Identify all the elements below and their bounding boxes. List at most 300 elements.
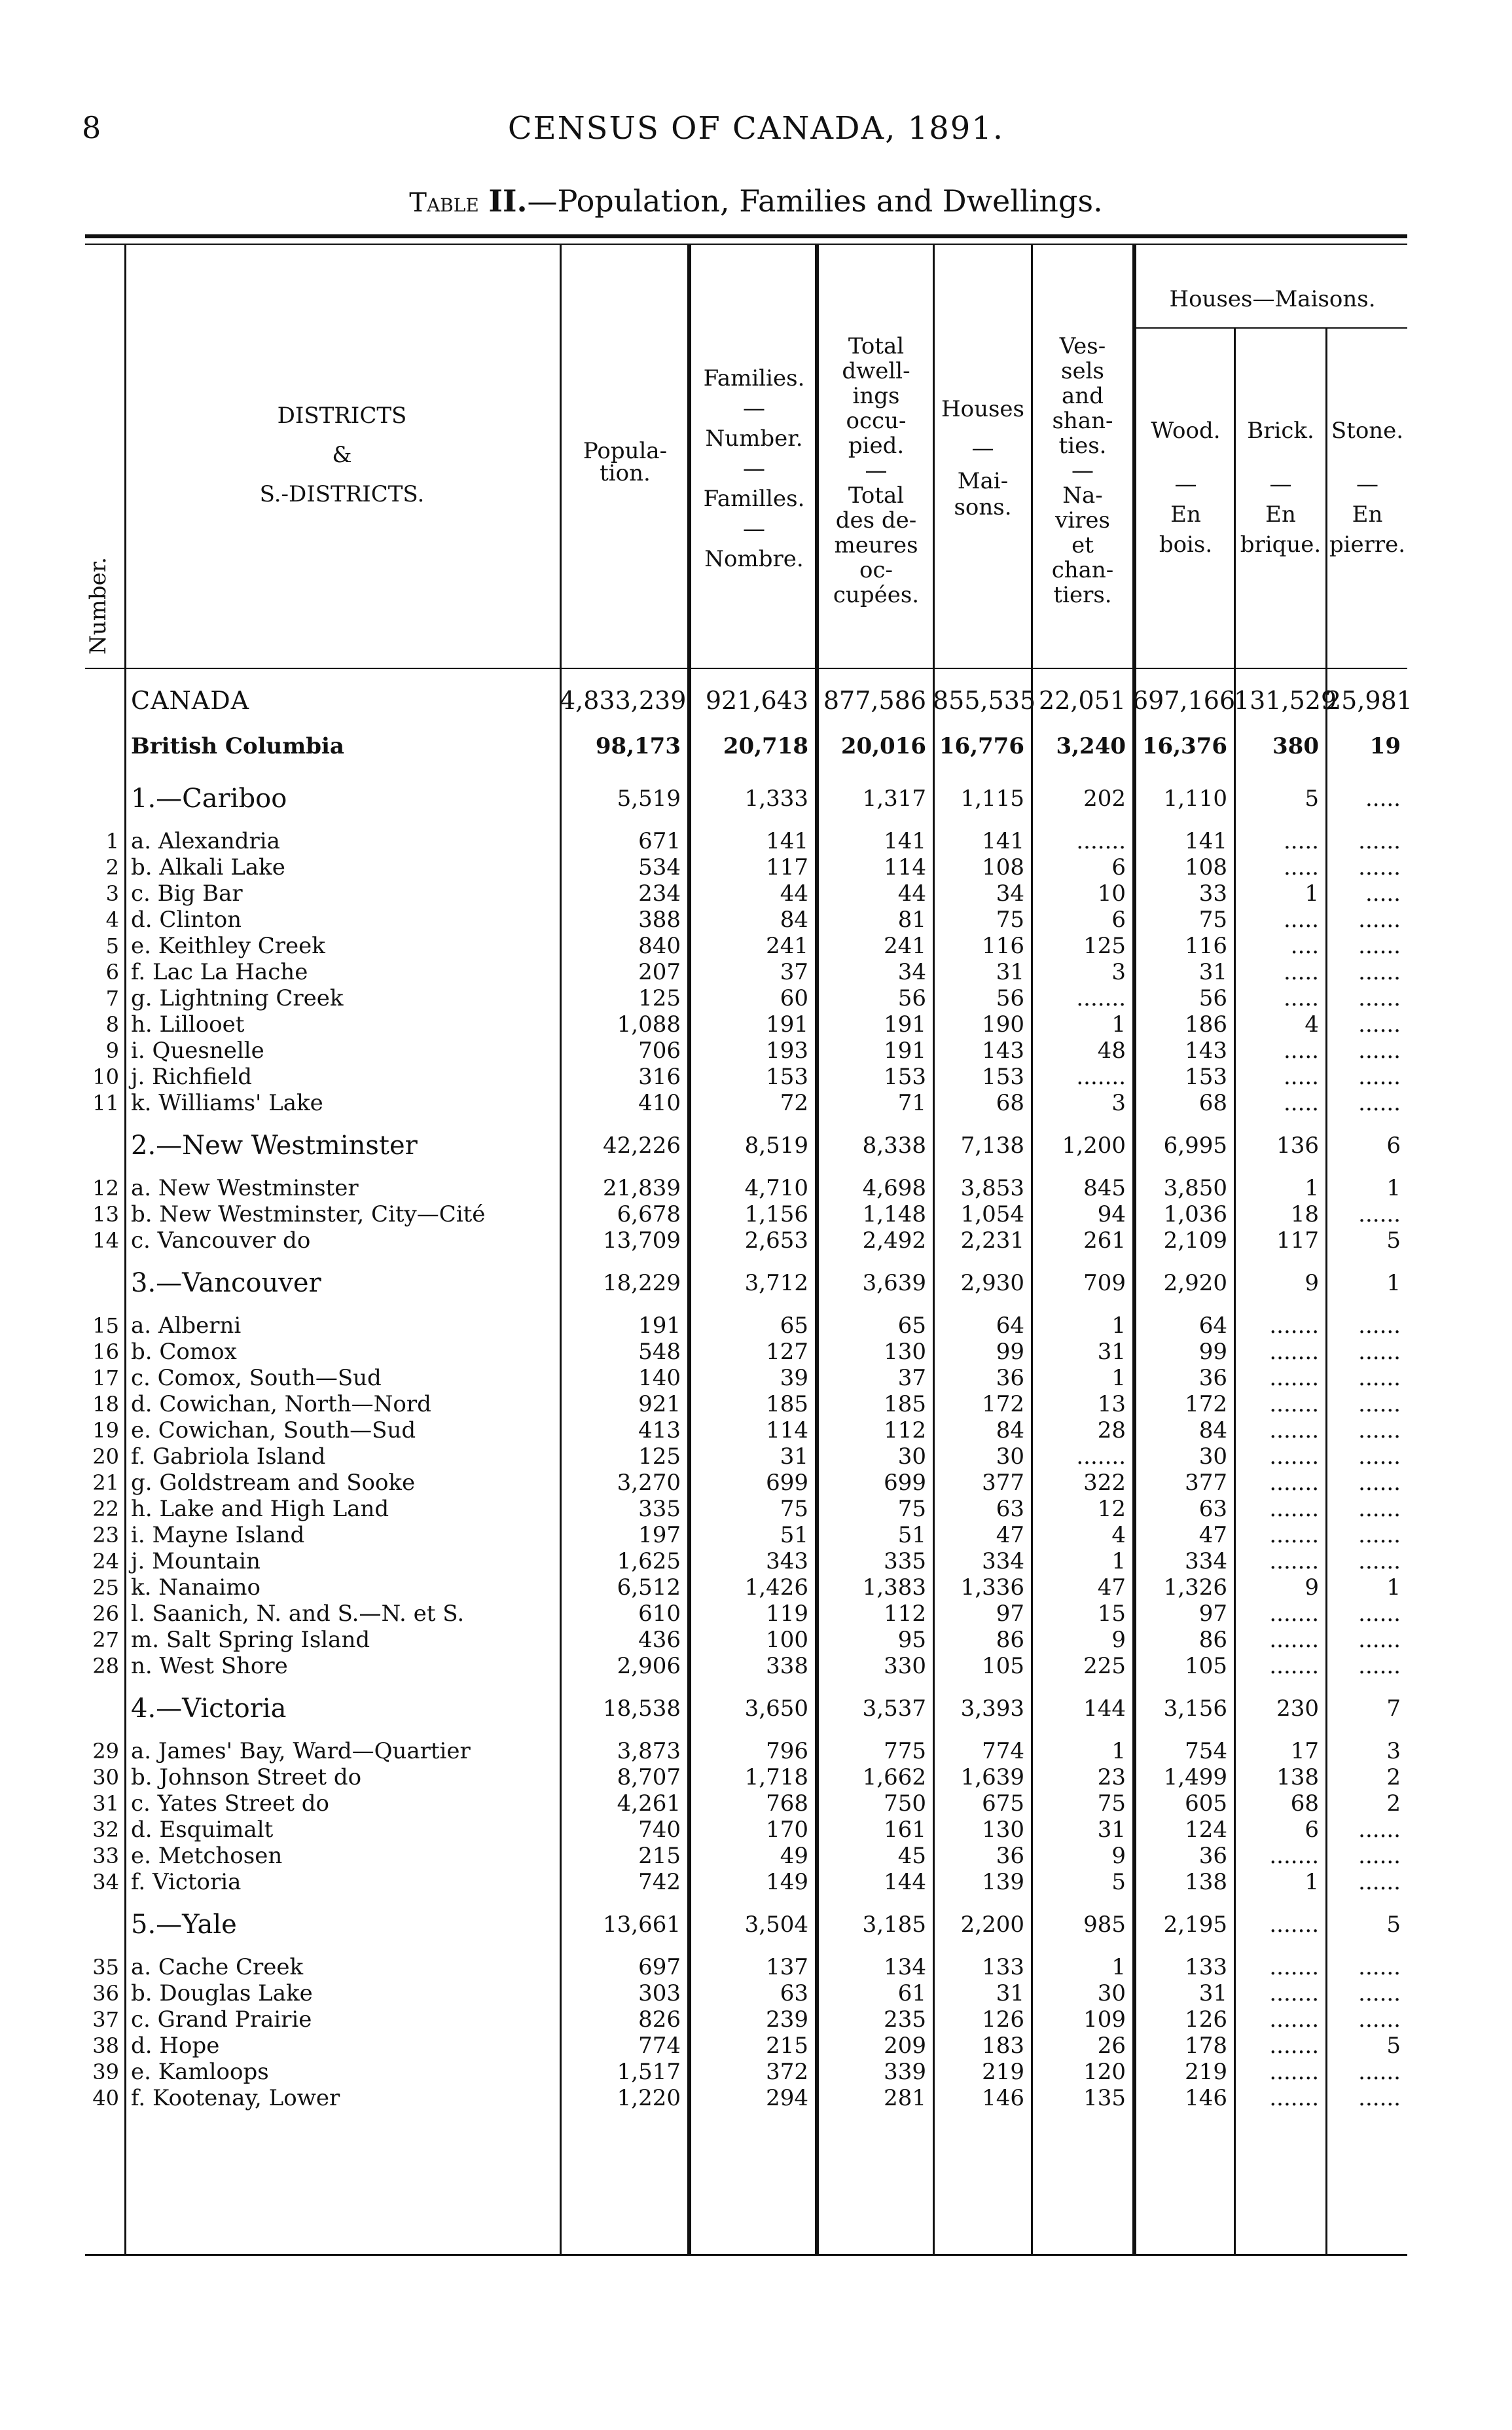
cell-vessels: 1 [1111,1313,1126,1339]
cell-pop: 697 [638,1954,681,1980]
cell-pop: 436 [638,1627,681,1653]
row-number: 24 [92,1549,119,1574]
cell-wood: 30 [1198,1443,1227,1470]
cell-stone: 19 [1369,733,1401,759]
table-caption: —Population, Families and Dwellings. [527,183,1103,219]
cell-fam: 1,718 [744,1764,808,1790]
cell-dwell: 81 [897,907,926,933]
header-dwellings [819,334,933,608]
row-number: 6 [105,960,119,985]
cell-pop: 98,173 [595,733,681,759]
cell-houses: 84 [996,1417,1024,1443]
header-districts-line: DISTRICTS [277,403,407,429]
district-name: c. Yates Street do [131,1790,329,1817]
cell-vessels: 75 [1097,1790,1126,1817]
cell-fam: 44 [780,880,808,907]
cell-fam: 60 [780,985,808,1011]
cell-dwell: 209 [884,2033,926,2059]
district-name: c. Big Bar [131,880,243,907]
cell-vessels: 94 [1097,1201,1126,1227]
cell-dwell: 699 [884,1470,926,1496]
row-number: 25 [92,1575,119,1600]
cell-pop: 548 [638,1339,681,1365]
table-subtitle [0,183,1512,219]
cell-vessels: 47 [1097,1574,1126,1601]
cell-vessels: 28 [1097,1417,1126,1443]
header-families-line: Number. [705,426,803,452]
cell-vessels: 15 [1097,1601,1126,1627]
cell-brick: ....... [1269,1653,1319,1679]
row-number: 1 [105,829,119,854]
cell-stone: ...... [1358,1339,1401,1365]
cell-wood: 138 [1185,1869,1227,1895]
cell-fam: 215 [766,2033,808,2059]
table-row [85,1339,1407,1365]
cell-dwell: 161 [884,1817,926,1843]
cell-pop: 207 [638,959,681,985]
cell-pop: 125 [638,1443,681,1470]
cell-wood: 178 [1185,2033,1227,2059]
table-row [85,1764,1407,1790]
cell-vessels: 125 [1083,933,1126,959]
cell-brick: 5 [1305,786,1319,812]
cell-brick: ....... [1269,1313,1319,1339]
cell-stone: 1 [1386,1175,1401,1201]
district-name: b. Johnson Street do [131,1764,362,1790]
district-name: g. Goldstream and Sooke [131,1470,416,1496]
cell-brick: ..... [1283,985,1319,1011]
cell-pop: 1,088 [617,1011,681,1038]
header-dwellings-line: — [865,458,888,484]
cell-wood: 84 [1198,1417,1227,1443]
header-houses-line: Mai- [957,468,1009,494]
header-dwellings-line: pied. [848,433,905,459]
header-vessels-line: tiers. [1053,582,1112,608]
cell-fam: 114 [766,1417,808,1443]
district-name: h. Lake and High Land [131,1496,389,1522]
header-houses-line: Houses [941,396,1025,422]
cell-vessels: 3 [1111,1090,1126,1116]
header-number: Number. [85,556,111,655]
top-rule-thick [85,234,1407,238]
header-brick [1236,416,1325,560]
page-title: CENSUS OF CANADA, 1891. [507,110,1005,147]
header-vessels [1033,334,1132,608]
cell-stone: ...... [1358,1391,1401,1417]
header-brick-line: Brick. [1247,418,1314,444]
cell-houses: 153 [982,1064,1024,1090]
cell-houses: 56 [996,985,1024,1011]
header-districts [128,396,556,514]
header-dwellings-line: occu- [846,408,907,434]
cell-brick: ....... [1269,1522,1319,1548]
header-stone-line: En [1352,501,1383,528]
header-population-line: Popula- [583,438,668,464]
header-dwellings-line: ings [852,383,900,409]
header-families-line: — [743,456,765,482]
cell-houses: 1,639 [960,1764,1024,1790]
cell-houses: 47 [996,1522,1024,1548]
cell-brick: ....... [1269,1365,1319,1391]
cell-houses: 146 [982,2085,1024,2111]
cell-dwell: 1,383 [862,1574,926,1601]
country-row [85,678,1407,723]
cell-houses: 108 [982,854,1024,880]
cell-brick: ..... [1283,854,1319,880]
cell-wood: 2,920 [1163,1270,1227,1296]
cell-stone: 7 [1386,1696,1401,1722]
cell-pop: 316 [638,1064,681,1090]
row-number: 23 [92,1523,119,1548]
cell-vessels: 6 [1111,907,1126,933]
cell-wood: 1,326 [1163,1574,1227,1601]
cell-houses: 2,231 [960,1227,1024,1254]
cell-wood: 105 [1185,1653,1227,1679]
header-dwellings-line: Total [848,333,905,359]
cell-stone: ...... [1358,2085,1401,2111]
cell-houses: 68 [996,1090,1024,1116]
cell-stone: ...... [1358,1627,1401,1653]
district-name: a. Alexandria [131,828,280,854]
header-brick-line: — [1269,471,1292,498]
cell-fam: 921,643 [705,686,808,715]
cell-dwell: 141 [884,828,926,854]
cell-houses: 126 [982,2006,1024,2033]
header-dwellings-line: meures [834,532,918,558]
district-name: a. James' Bay, Ward—Quartier [131,1738,471,1764]
cell-stone: ...... [1358,1496,1401,1522]
cell-pop: 388 [638,907,681,933]
cell-fam: 2,653 [744,1227,808,1254]
cell-vessels: 23 [1097,1764,1126,1790]
header-dwellings-line: oc- [859,557,893,583]
cell-houses: 116 [982,933,1024,959]
header-vessels-line: Na- [1062,482,1103,509]
table-row [85,854,1407,880]
cell-brick: ....... [1269,1470,1319,1496]
cell-brick: 138 [1276,1764,1319,1790]
district-name: 4.—Victoria [131,1694,287,1724]
cell-brick: 1 [1305,880,1319,907]
cell-pop: 742 [638,1869,681,1895]
cell-dwell: 61 [897,1980,926,2006]
cell-pop: 4,261 [617,1790,681,1817]
row-number: 31 [92,1791,119,1816]
cell-wood: 16,376 [1142,733,1227,759]
table-row [85,1817,1407,1843]
cell-pop: 215 [638,1843,681,1869]
cell-brick: 131,529 [1234,686,1337,715]
cell-vessels: 845 [1083,1175,1126,1201]
cell-fam: 119 [766,1601,808,1627]
header-vessels-line: vires [1055,507,1110,534]
row-number: 10 [92,1064,119,1089]
cell-stone: ...... [1358,1011,1401,1038]
cell-fam: 51 [780,1522,808,1548]
cell-houses: 2,930 [960,1270,1024,1296]
cell-houses: 34 [996,880,1024,907]
district-name: f. Gabriola Island [131,1443,326,1470]
row-number: 40 [92,2086,119,2111]
cell-houses: 16,776 [939,733,1024,759]
header-wood-line: bois. [1159,532,1213,558]
cell-stone: ...... [1358,1522,1401,1548]
table-row [85,1601,1407,1627]
district-name: e. Keithley Creek [131,933,325,959]
cell-stone: 2 [1386,1764,1401,1790]
cell-stone: ...... [1358,1443,1401,1470]
cell-stone: ..... [1365,786,1401,812]
cell-dwell: 335 [884,1548,926,1574]
cell-brick: 380 [1272,733,1319,759]
cell-dwell: 1,148 [862,1201,926,1227]
cell-dwell: 877,586 [823,686,926,715]
cell-stone: ...... [1358,1954,1401,1980]
row-number [85,1679,124,1738]
cell-vessels: 120 [1083,2059,1126,2085]
cell-pop: 534 [638,854,681,880]
district-name: a. Cache Creek [131,1954,304,1980]
district-name: b. New Westminster, City—Cité [131,1201,486,1227]
cell-pop: 42,226 [603,1133,681,1159]
table-row [85,959,1407,985]
table-row [85,1869,1407,1895]
cell-brick: 9 [1305,1270,1319,1296]
header-stone-line: pierre. [1329,532,1406,558]
cell-fam: 149 [766,1869,808,1895]
header-dwellings-line: Total [848,482,905,509]
cell-pop: 197 [638,1522,681,1548]
cell-wood: 97 [1198,1601,1227,1627]
cell-vessels: 48 [1097,1038,1126,1064]
cell-fam: 137 [766,1954,808,1980]
header-vessels-line: shan- [1052,408,1113,434]
cell-houses: 75 [996,907,1024,933]
cell-dwell: 144 [884,1869,926,1895]
table-row [85,1038,1407,1064]
row-number [85,769,124,828]
cell-dwell: 775 [884,1738,926,1764]
cell-fam: 65 [780,1313,808,1339]
cell-vessels: 3 [1111,959,1126,985]
district-name: f. Lac La Hache [131,959,308,985]
cell-stone: ...... [1358,1417,1401,1443]
table-row [85,1954,1407,1980]
cell-dwell: 2,492 [862,1227,926,1254]
cell-pop: 740 [638,1817,681,1843]
table-row [85,2006,1407,2033]
cell-houses: 141 [982,828,1024,854]
cell-stone: ...... [1358,1038,1401,1064]
cell-dwell: 95 [897,1627,926,1653]
cell-wood: 75 [1198,907,1227,933]
cell-dwell: 34 [897,959,926,985]
cell-houses: 64 [996,1313,1024,1339]
cell-dwell: 71 [897,1090,926,1116]
cell-fam: 239 [766,2006,808,2033]
cell-wood: 3,156 [1163,1696,1227,1722]
cell-brick: ....... [1269,1627,1319,1653]
header-brick-line: brique. [1240,532,1322,558]
header-vessels-line: and [1062,383,1104,409]
cell-stone: ...... [1358,1980,1401,2006]
row-number: 38 [92,2033,119,2058]
row-number: 11 [92,1091,119,1115]
cell-fam: 185 [766,1391,808,1417]
cell-brick: ....... [1269,2085,1319,2111]
table-row [85,907,1407,933]
cell-vessels: 5 [1111,1869,1126,1895]
header-wood-line: En [1170,501,1201,528]
table-row [85,1790,1407,1817]
district-name: a. New Westminster [131,1175,359,1201]
table-row [85,1843,1407,1869]
cell-dwell: 153 [884,1064,926,1090]
district-name: i. Quesnelle [131,1038,264,1064]
cell-brick: 68 [1290,1790,1319,1817]
cell-vessels: 1,200 [1062,1133,1126,1159]
header-wood-line: Wood. [1151,418,1221,444]
cell-houses: 143 [982,1038,1024,1064]
cell-wood: 697,166 [1132,686,1236,715]
cell-stone: 25,981 [1325,686,1413,715]
header-brick-line: En [1265,501,1296,528]
cell-vessels: 1 [1111,1738,1126,1764]
cell-stone: 3 [1386,1738,1401,1764]
cell-fam: 4,710 [744,1175,808,1201]
table-row [85,1443,1407,1470]
cell-brick: ....... [1269,1391,1319,1417]
cell-vessels: 9 [1111,1627,1126,1653]
cell-wood: 1,036 [1163,1201,1227,1227]
cell-pop: 335 [638,1496,681,1522]
cell-pop: 1,517 [617,2059,681,2085]
table-row [85,1064,1407,1090]
cell-wood: 219 [1185,2059,1227,2085]
district-name: CANADA [131,686,250,715]
district-name: e. Metchosen [131,1843,283,1869]
cell-fam: 117 [766,854,808,880]
cell-dwell: 134 [884,1954,926,1980]
row-number: 27 [92,1627,119,1652]
cell-houses: 1,054 [960,1201,1024,1227]
row-number: 22 [92,1496,119,1521]
district-name: e. Cowichan, South—Sud [131,1417,416,1443]
cell-stone: 5 [1386,1912,1401,1938]
cell-brick: ..... [1283,907,1319,933]
row-number: 39 [92,2059,119,2084]
cell-fam: 75 [780,1496,808,1522]
cell-houses: 2,200 [960,1912,1024,1938]
table-row [85,1175,1407,1201]
cell-pop: 18,538 [603,1696,681,1722]
cell-houses: 7,138 [960,1133,1024,1159]
row-number: 17 [92,1366,119,1390]
cell-brick: ....... [1269,1601,1319,1627]
table-row [85,828,1407,854]
cell-fam: 1,156 [744,1201,808,1227]
cell-fam: 3,650 [744,1696,808,1722]
cell-pop: 140 [638,1365,681,1391]
cell-brick: ....... [1269,1980,1319,2006]
district-name: c. Vancouver do [131,1227,311,1254]
cell-brick: ....... [1269,2033,1319,2059]
row-number: 32 [92,1817,119,1842]
cell-wood: 1,110 [1163,786,1227,812]
table-row [85,985,1407,1011]
cell-houses: 133 [982,1954,1024,1980]
cell-dwell: 281 [884,2085,926,2111]
cell-vessels: 1 [1111,1954,1126,1980]
cell-houses: 172 [982,1391,1024,1417]
cell-houses: 1,115 [960,786,1024,812]
cell-brick: .... [1290,933,1319,959]
cell-pop: 4,833,239 [560,686,687,715]
cell-fam: 1,333 [744,786,808,812]
cell-fam: 3,504 [744,1912,808,1938]
cell-pop: 13,709 [603,1227,681,1254]
district-name: 1.—Cariboo [131,784,287,814]
row-number: 36 [92,1981,119,2006]
cell-wood: 1,499 [1163,1764,1227,1790]
district-row [85,1254,1407,1313]
cell-brick: ..... [1283,1038,1319,1064]
cell-stone: ...... [1358,985,1401,1011]
cell-pop: 21,839 [603,1175,681,1201]
row-number: 12 [92,1176,119,1201]
district-name: 3.—Vancouver [131,1268,321,1298]
table-row [85,1738,1407,1764]
cell-pop: 18,229 [603,1270,681,1296]
cell-pop: 234 [638,880,681,907]
cell-stone: ...... [1358,1313,1401,1339]
district-name: a. Alberni [131,1313,242,1339]
row-number: 18 [92,1392,119,1417]
cell-stone: ...... [1358,1653,1401,1679]
cell-houses: 3,853 [960,1175,1024,1201]
cell-houses: 99 [996,1339,1024,1365]
cell-pop: 706 [638,1038,681,1064]
row-number [85,1895,124,1954]
cell-stone: ...... [1358,1090,1401,1116]
header-vessels-line: et [1071,532,1094,558]
cell-brick: ..... [1283,1090,1319,1116]
cell-dwell: 185 [884,1391,926,1417]
cell-stone: 1 [1386,1270,1401,1296]
cell-stone: ...... [1358,1365,1401,1391]
cell-wood: 153 [1185,1064,1227,1090]
cell-dwell: 112 [884,1601,926,1627]
cell-brick: ....... [1269,1339,1319,1365]
cell-stone: ...... [1358,933,1401,959]
cell-wood: 86 [1198,1627,1227,1653]
header-vessels-line: sels [1061,358,1104,384]
district-name: British Columbia [131,733,344,759]
cell-wood: 31 [1198,1980,1227,2006]
table-row [85,1627,1407,1653]
cell-dwell: 3,537 [862,1696,926,1722]
cell-brick: 136 [1276,1133,1319,1159]
cell-fam: 338 [766,1653,808,1679]
cell-wood: 186 [1185,1011,1227,1038]
cell-houses: 130 [982,1817,1024,1843]
cell-vessels: 9 [1111,1843,1126,1869]
cell-fam: 1,426 [744,1574,808,1601]
district-name: n. West Shore [131,1653,288,1679]
page-number: 8 [82,110,101,145]
cell-stone: ..... [1365,880,1401,907]
cell-vessels: 109 [1083,2006,1126,2033]
